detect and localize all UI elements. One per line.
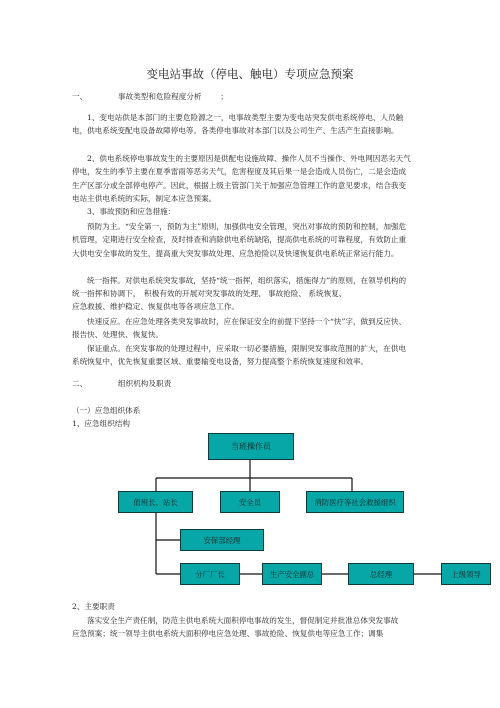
org-box-on-duty-operator: 当班操作员 bbox=[208, 433, 294, 460]
paragraph-8-line-1: 落实安全生产责任制，防范主供电系统大面积停电事故的发生，督促制定并批准总体突发事故 bbox=[87, 616, 399, 625]
paragraph-8-line-2: 应急预案；统一领导主供电系统大面积停电应急处理、事故抢险、恢复供电等应急工作；调集 bbox=[72, 629, 384, 638]
paragraph-4-text: 预防为主。“安全第一，预防为主”原则，加强供电安全管理，突出对事故的预防和控制，加强危机管理，定期进行安全检查，及时排查和消除供电系统缺陷，提高供电系统的可靠程度，有效防止重大供电安全事故的发生，提高重大突发事故处理、应急抢险以及快速恢复供电系统正常运行能力。 bbox=[72, 222, 407, 258]
subsection-2-heading: 2、主要职责 bbox=[72, 602, 115, 611]
subsection-1-item: 1、应急组织结构 bbox=[72, 419, 130, 428]
org-box-shift-leader-station-chief: 值班长、站长 bbox=[118, 491, 193, 513]
paragraph-5-continued: 应急救援、维护稳定、恢复供电等各项应急工作。 bbox=[72, 302, 240, 311]
document-title: 变电站事故（停电、触电）专项应急预案 bbox=[146, 67, 354, 81]
paragraph-3-heading: 3、事故预防和应急措施： bbox=[87, 207, 176, 216]
org-box-security-manager: 安保部经理 bbox=[180, 529, 264, 551]
section-2-label: 组织机构及职责 bbox=[118, 379, 172, 388]
paragraph-6-text: 快速反应。在应急处理各类突发事故时，应在保证安全的前提下坚持一个“快”字，做到反应快、报告快、处理快、恢复快。 bbox=[72, 317, 407, 340]
section-1-label: 事故类型和危险程度分析 bbox=[118, 92, 202, 101]
section-1-number: 一、 bbox=[72, 92, 88, 101]
org-box-superior-leadership: 上级领导 bbox=[441, 563, 491, 585]
paragraph-2-text: 2、供电系统停电事故发生的主要原因是供配电设施故障、操作人员不当操作、外电网因恶劣天气停电，发生的季节主要在夏季雷雨等恶劣天气，危害程度及其后果一是会造成人员伤亡，二是会造成生产区部分或全部停电停产。因此，根据上级主管部门关于加强应急管理工作的意见要求，结合我变电站主供电系统的实际，制定本应急预案。 bbox=[72, 154, 411, 204]
org-box-safety-officer: 安全员 bbox=[220, 491, 280, 513]
paragraph-5-text: 统一指挥。对供电系统突发事故，坚持“统一指挥，组织落实，措施得力”的原则，在领导机构的统一指挥和协调下， 积极有效的开展对突发事故的处理、 事故抢险、 系统恢复、 bbox=[72, 276, 407, 299]
section-1-mark: ； bbox=[220, 92, 228, 101]
org-box-deputy-gm-production-safety: 生产安全副总 bbox=[262, 563, 322, 585]
org-box-general-manager: 总经理 bbox=[348, 563, 414, 585]
org-box-branch-factory-director: 分厂厂长 bbox=[180, 563, 240, 585]
org-box-rescue-organizations: 消防医疗等社会救援组织 bbox=[306, 491, 404, 513]
section-2-number: 二、 bbox=[72, 379, 88, 388]
paragraph-7-text: 保证重点。在突发事故的处理过程中，应采取一切必要措施，限制突发事故范围的扩大，在供电系统恢复中，优先恢复重要区域、重要输变电设备，努力提高整个系统恢复速度和效率。 bbox=[72, 344, 406, 367]
paragraph-1-text: 1、变电站供是本部门的主要危险源之一，电事故类型主要为变电站突发供电系统停电、人员触电，供电系统变配电设备故障停电等。各类停电事故对本部门以及公司生产、生活产生直接影响。 bbox=[72, 113, 404, 136]
subsection-1-heading: （一）应急组织体系 bbox=[72, 406, 141, 415]
